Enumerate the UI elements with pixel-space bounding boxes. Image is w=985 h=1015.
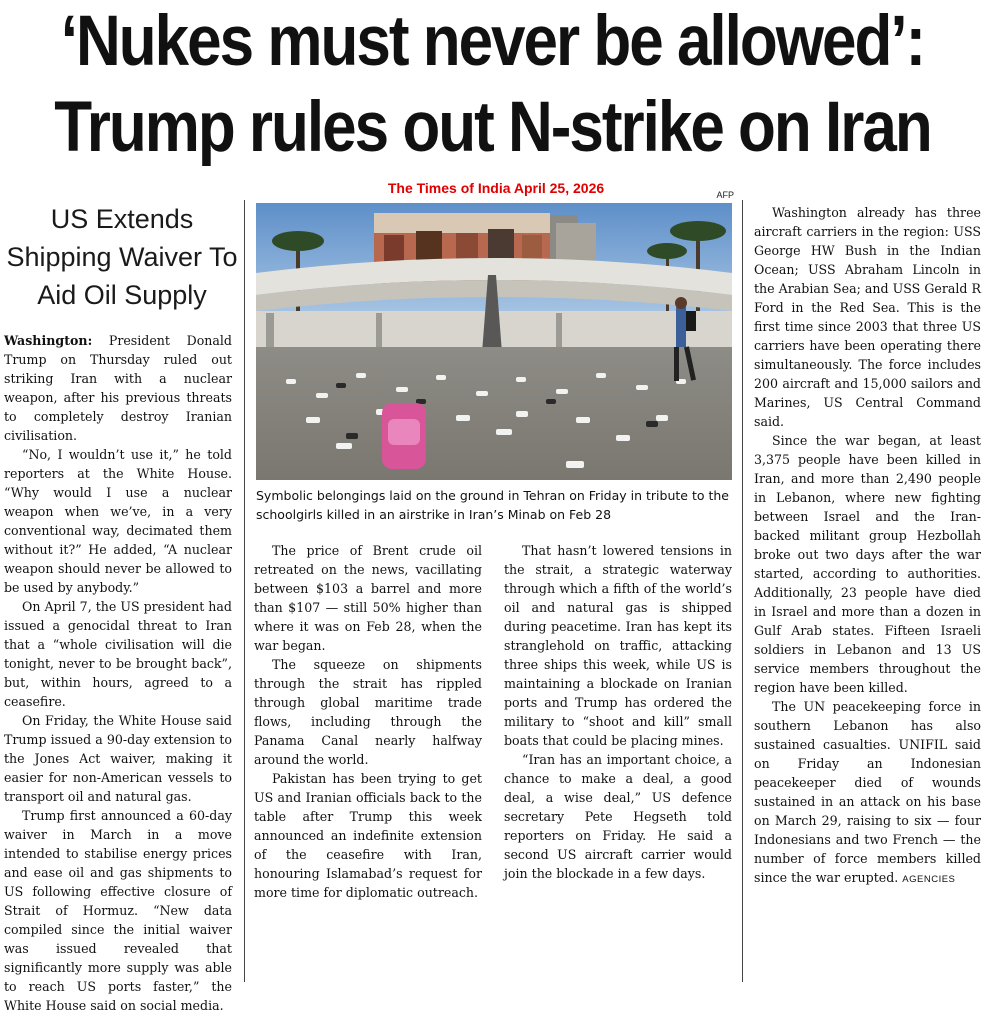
agencies-signoff: AGENCIES: [902, 874, 956, 885]
article-paragraph: “Iran has an important choice, a chance to make a deal, a good deal, a wise deal,” US defence secretary Pete Hegseth told reporters on Friday. He said a second US aircraft carrier would join the blockade in a few days.: [504, 752, 732, 881]
article-column-2: [254, 541, 482, 981]
article-paragraph: Washington already has three aircraft carriers in the region: USS George HW Bush in the Indian Ocean; USS Abraham Lincoln in the Arabian Sea; and USS Gerald R Ford in the Red Sea. This is the first time since 2003 that three US carriers have been operating there simultaneously. The force includes 200 aircraft and 15,000 sailors and Marines, US Central Command said.: [754, 205, 981, 429]
headline-line-1: ‘Nukes must never be allowed’:: [60, 1, 925, 82]
headline-line-2: Trump rules out N-strike on Iran: [54, 87, 931, 168]
article-column-3: [504, 541, 732, 981]
news-photo: [256, 203, 732, 480]
article-paragraph: Pakistan has been trying to get US and Iranian officials back to the table after Trump this week announced an indefinite extension of the ceasefire with Iran, honouring Islamabad’s request for more time for diplomatic outreach.: [254, 771, 482, 900]
article-paragraph: “No, I wouldn’t use it,” he told reporters at the White House. “Why would I use a nuclear weapon when we’ve, in a very conventional way, decimated them without it?” He added, “A nuclear weapon should never be allowed to be used by anybody.”: [4, 447, 232, 595]
column-rule: [244, 200, 245, 982]
article-paragraph: The squeeze on shipments through the strait has rippled through global maritime trade flows, including through the Panama Canal nearly halfway around the world.: [254, 657, 482, 767]
tehran-memorial-photo: [256, 203, 732, 480]
column-rule: [742, 200, 743, 982]
article-paragraph: That hasn’t lowered tensions in the strait, a strategic waterway through which a fifth of the world’s oil and natural gas is shipped during peacetime. Iran has kept its stranglehold on traffic, attacking three ships this week, while US is maintaining a blockade on Iranian ports and Trump has ordered the military to “shoot and kill” small boats that could be placing mines.: [504, 543, 732, 748]
article-paragraph: On Friday, the White House said Trump issued a 90-day extension to the Jones Act waiver, making it easier for non-American vessels to transport oil and natural gas.: [4, 713, 232, 804]
article-paragraph: Since the war began, at least 3,375 people have been killed in Iran, and more than 2,490 people in Lebanon, where new fighting between Israel and the Iran-backed militant group Hezbollah broke out two days after the war started, according to authorities. Additionally, 23 people have died in Israel and more than a dozen in Gulf Arab states. Fifteen Israeli soldiers in Lebanon and 13 US service members throughout the region have been killed.: [754, 433, 981, 695]
article-column-1: [4, 331, 232, 1013]
article-paragraph: The price of Brent crude oil retreated on the news, vacillating between $103 a barrel and more than $107 — still 50% higher than where it was on Feb 28, when the war began.: [254, 543, 482, 653]
photo-caption: Symbolic belongings laid on the ground in Tehran on Friday in tribute to the schoolgirls killed in an airstrike in Iran’s Minab on Feb 28: [256, 488, 729, 522]
article-dateline: Washington:: [4, 333, 93, 348]
photo-credit: AFP: [716, 190, 734, 200]
article-paragraph: The UN peacekeeping force in southern Lebanon has also sustained casualties. UNIFIL said on Friday an Indonesian peacekeeper died of wounds sustained in an attack on his base on March 29, raising to six — four Indonesians and two French — the number of force members killed since the war erupted.: [754, 699, 981, 885]
article-paragraph: On April 7, the US president had issued a genocidal threat to Iran that a “whole civilisation will die tonight, never to be brought back”, but, within hours, agreed to a ceasefire.: [4, 599, 232, 709]
dateline: The Times of India April 25, 2026: [387, 180, 605, 196]
subheadline: US Extends Shipping Waiver To Aid Oil Supply: [6, 204, 238, 310]
article-paragraph: Trump first announced a 60-day waiver in March in a move intended to stabilise energy prices and ease oil and gas shipments to US following effective closure of Strait of Hormuz. “New data compiled since the initial waiver was issued revealed that significantly more supply was able to reach US ports faster,” the White House said on social media.: [4, 808, 232, 1013]
article-column-4: [754, 203, 981, 983]
article-paragraph: President Donald Trump on Thursday ruled out striking Iran with a nuclear weapon, after his previous threats to completely destroy Iranian civilisation.: [4, 333, 232, 443]
